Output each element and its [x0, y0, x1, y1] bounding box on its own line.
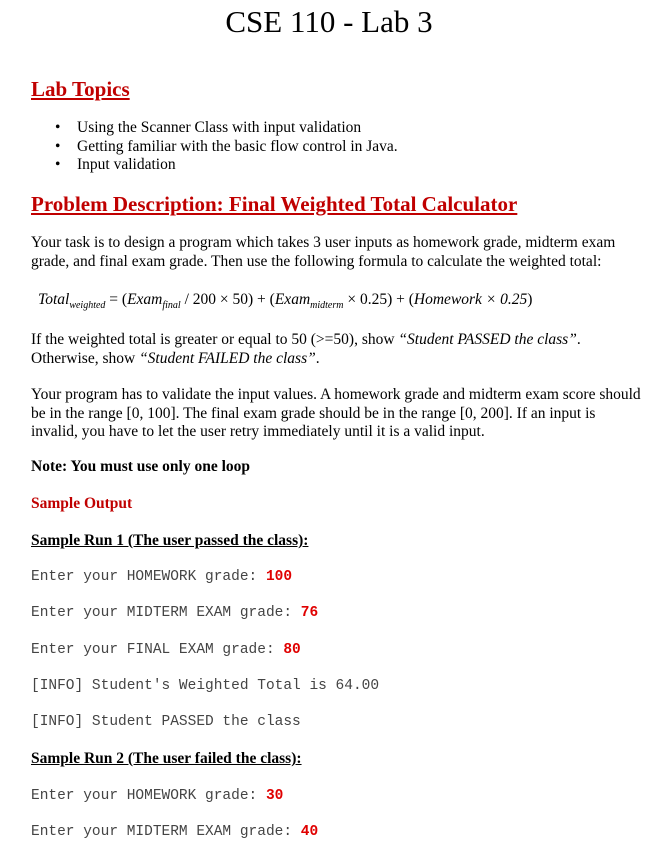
validation-paragraph: Your program has to validate the input values. A homework grade and midterm exam score should be in the range [0, 100]. The final exam grade should be in the range [0, 200]. If an input is invalid, you have to let the user retry immediately until it is a valid input.	[31, 386, 641, 440]
prompt-text: Enter your MIDTERM EXAM grade:	[31, 605, 301, 621]
note-line: Note: You must use only one loop	[31, 458, 251, 475]
formula-term1: Exam	[127, 291, 163, 308]
formula-term2: Exam	[274, 291, 311, 308]
sample-run-2-heading: Sample Run 2 (The user failed the class):	[31, 750, 302, 767]
input-value: 40	[300, 824, 319, 840]
bullet-icon: •	[55, 156, 61, 173]
prompt-text: Enter your FINAL EXAM grade:	[31, 642, 284, 658]
list-item	[54, 138, 398, 157]
code-line-hw-prompt	[31, 567, 292, 587]
list-item-text: Using the Scanner Class with input validation	[77, 119, 362, 136]
code-line-hw-prompt-2	[31, 786, 283, 806]
weighted-total-formula	[38, 290, 532, 316]
formula-close: )	[527, 291, 533, 308]
input-value: 100	[265, 569, 293, 585]
prompt-text: Enter your MIDTERM EXAM grade:	[31, 824, 301, 840]
formula-term3: Homework × 0.25	[413, 291, 528, 308]
fail-message: “Student FAILED the class”	[139, 349, 316, 367]
sample-output-heading: Sample Output	[31, 495, 133, 512]
formula-term1-sub: final	[162, 300, 181, 312]
input-value: 76	[300, 605, 319, 621]
sample-run-1-heading: Sample Run 1 (The user passed the class):	[31, 532, 309, 549]
formula-eq: = (	[105, 291, 128, 308]
problem-intro: Your task is to design a program which takes 3 user inputs as homework grade, midterm exam grade, and final exam grade. Then use the following formula to calculate the weighted total:	[31, 234, 616, 270]
formula-lhs: Total	[38, 291, 70, 308]
pass-rule-text: If the weighted total is greater or equal to 50 (>=50), show	[31, 331, 399, 348]
formula-term1-rest: / 200 × 50) + (	[180, 291, 275, 308]
input-value: 30	[265, 788, 284, 804]
list-item-text: Input validation	[77, 156, 176, 173]
bullet-icon: •	[55, 119, 61, 136]
pass-fail-rule	[31, 331, 643, 368]
prompt-text: Enter your HOMEWORK grade:	[31, 788, 266, 804]
code-line-mid-prompt	[31, 603, 318, 623]
formula-term2-rest: × 0.25) + (	[343, 291, 414, 308]
list-item	[54, 119, 398, 138]
formula-term2-sub: midterm	[310, 300, 344, 312]
bullet-icon: •	[55, 137, 61, 155]
input-value: 80	[283, 642, 301, 658]
prompt-text: Enter your HOMEWORK grade:	[31, 569, 266, 585]
lab-topics-heading: Lab Topics	[31, 77, 130, 101]
list-item	[54, 156, 398, 175]
list-item-text: Getting familiar with the basic flow control in Java.	[77, 137, 398, 155]
code-line-info-result: [INFO] Student PASSED the class	[31, 714, 301, 730]
code-line-final-prompt	[31, 640, 301, 660]
problem-heading: Problem Description: Final Weighted Total Calculator	[31, 192, 518, 216]
fail-rule-end: .	[315, 349, 320, 367]
fail-rule-text: Otherwise, show	[31, 349, 140, 367]
code-line-info-total: [INFO] Student's Weighted Total is 64.00	[31, 678, 380, 694]
pass-rule-end: .	[576, 331, 581, 348]
formula-lhs-sub: weighted	[69, 300, 106, 312]
page-title: CSE 110 - Lab 3	[225, 4, 433, 39]
code-line-mid-prompt-2	[31, 822, 318, 842]
pass-message: “Student PASSED the class”	[398, 331, 577, 348]
lab-topics-list	[54, 119, 398, 175]
